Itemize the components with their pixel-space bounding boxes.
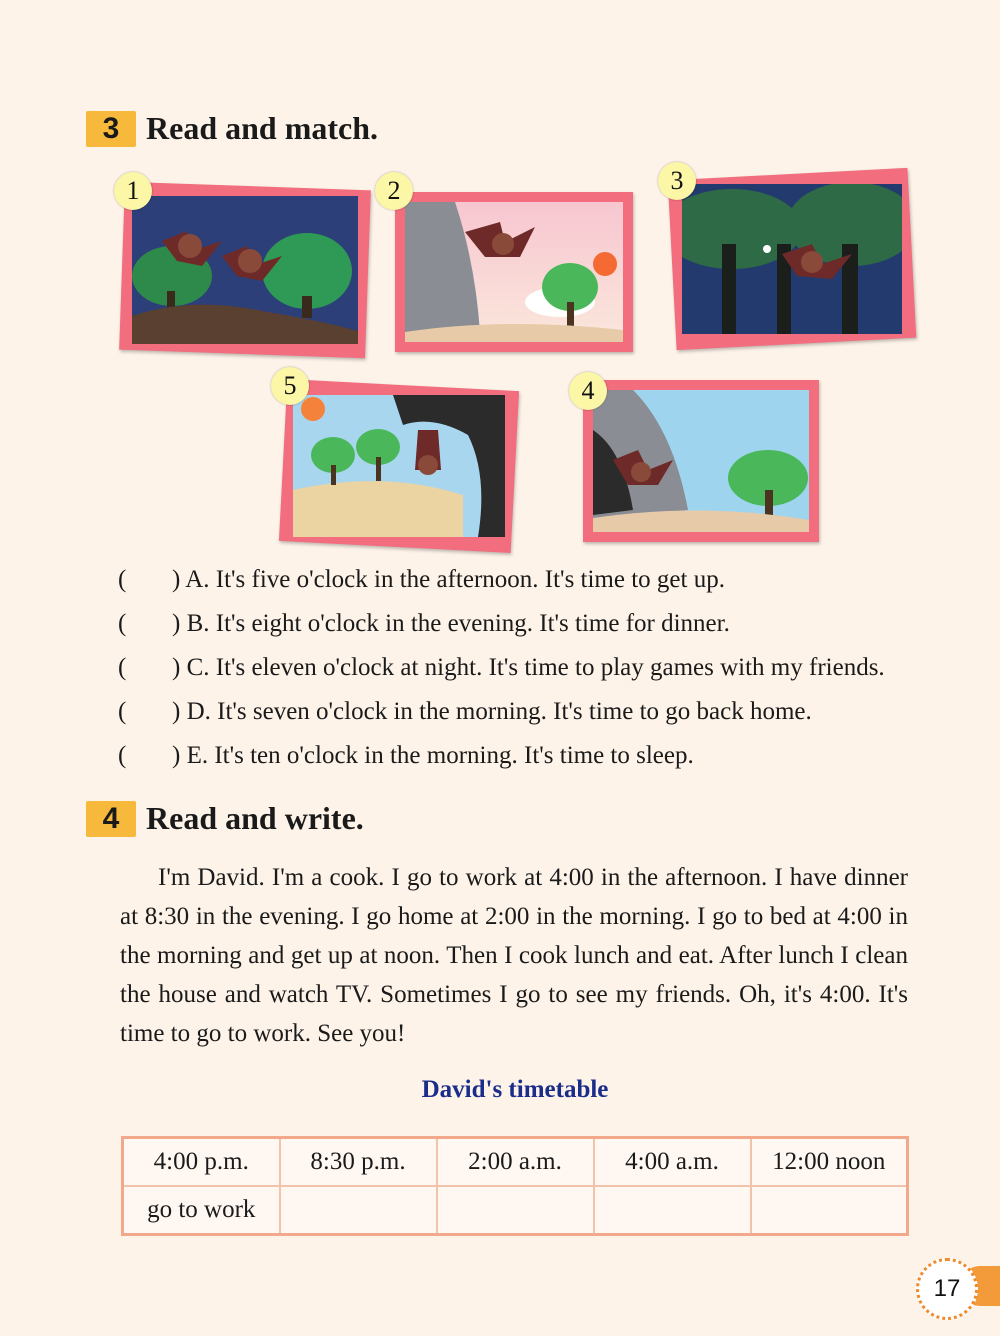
picture-5 (283, 371, 515, 547)
answer-blank[interactable]: ( (118, 698, 127, 725)
section-title: Read and write. (146, 800, 364, 836)
night-forest-illustration (682, 184, 902, 334)
picture-number-badge: 1 (114, 172, 152, 210)
time-cell: 2:00 a.m. (437, 1138, 594, 1187)
option-a (118, 560, 938, 604)
answer-blank[interactable]: ( (118, 610, 127, 637)
answer-blank[interactable]: ( (118, 742, 127, 769)
picture-number-badge: 3 (658, 162, 696, 200)
option-text: ) A. It's five o'clock in the afternoon. It's time to get up. (172, 566, 725, 593)
answer-blank[interactable]: ( (118, 654, 127, 681)
option-text: ) D. It's seven o'clock in the morning. It's time to go back home. (172, 698, 812, 725)
option-d (118, 692, 938, 736)
section-number: 4 (86, 801, 136, 837)
activity-cell[interactable] (594, 1186, 751, 1235)
activity-cell[interactable] (751, 1186, 908, 1235)
picture-number-badge: 4 (569, 372, 607, 410)
picture-3 (670, 166, 912, 344)
option-text: ) B. It's eight o'clock in the evening. It's time for dinner. (172, 610, 730, 637)
option-text: ) E. It's ten o'clock in the morning. It's time to sleep. (172, 742, 694, 769)
timetable-row-activities (123, 1186, 908, 1235)
page-number: 17 (916, 1258, 978, 1320)
option-text: ) C. It's eleven o'clock at night. It's time to play games with my friends. (172, 654, 885, 681)
picture-4 (581, 376, 819, 542)
reading-passage: I'm David. I'm a cook. I go to work at 4:00 in the afternoon. I have dinner at 8:30 in the evening. I go home at 2:00 in the morning. I go to bed at 4:00 in the morning and get up at noon. Then I cook lunch and eat. After lunch I clean the house and watch TV. Sometimes I go to see my friends. Oh, it's 4:00. It's time to go to work. See you! (120, 864, 908, 1047)
time-cell: 4:00 p.m. (123, 1138, 280, 1187)
time-cell: 4:00 a.m. (594, 1138, 751, 1187)
answer-blank[interactable]: ( (118, 566, 127, 593)
picture-2 (387, 176, 633, 352)
picture-number-badge: 2 (375, 172, 413, 210)
activity-cell[interactable] (280, 1186, 437, 1235)
daytime-cave-tree-illustration (593, 390, 809, 532)
time-cell: 8:30 p.m. (280, 1138, 437, 1187)
section-title: Read and match. (146, 110, 379, 146)
section-4-header (86, 800, 364, 837)
section-3-header (86, 110, 378, 147)
timetable-title: David's timetable (421, 1076, 609, 1103)
timetable (121, 1136, 909, 1236)
daytime-cave-illustration (293, 395, 505, 537)
match-options (118, 560, 938, 780)
option-e (118, 736, 938, 780)
picture-number-badge: 5 (271, 367, 309, 405)
sunset-cave-illustration (405, 202, 623, 342)
section-number: 3 (86, 111, 136, 147)
timetable-row-times (123, 1138, 908, 1187)
option-c (118, 648, 938, 692)
time-cell: 12:00 noon (751, 1138, 908, 1187)
activity-cell: go to work (123, 1186, 280, 1235)
night-scene-illustration (132, 196, 358, 344)
activity-cell[interactable] (437, 1186, 594, 1235)
option-b (118, 604, 938, 648)
picture-1 (122, 176, 368, 354)
